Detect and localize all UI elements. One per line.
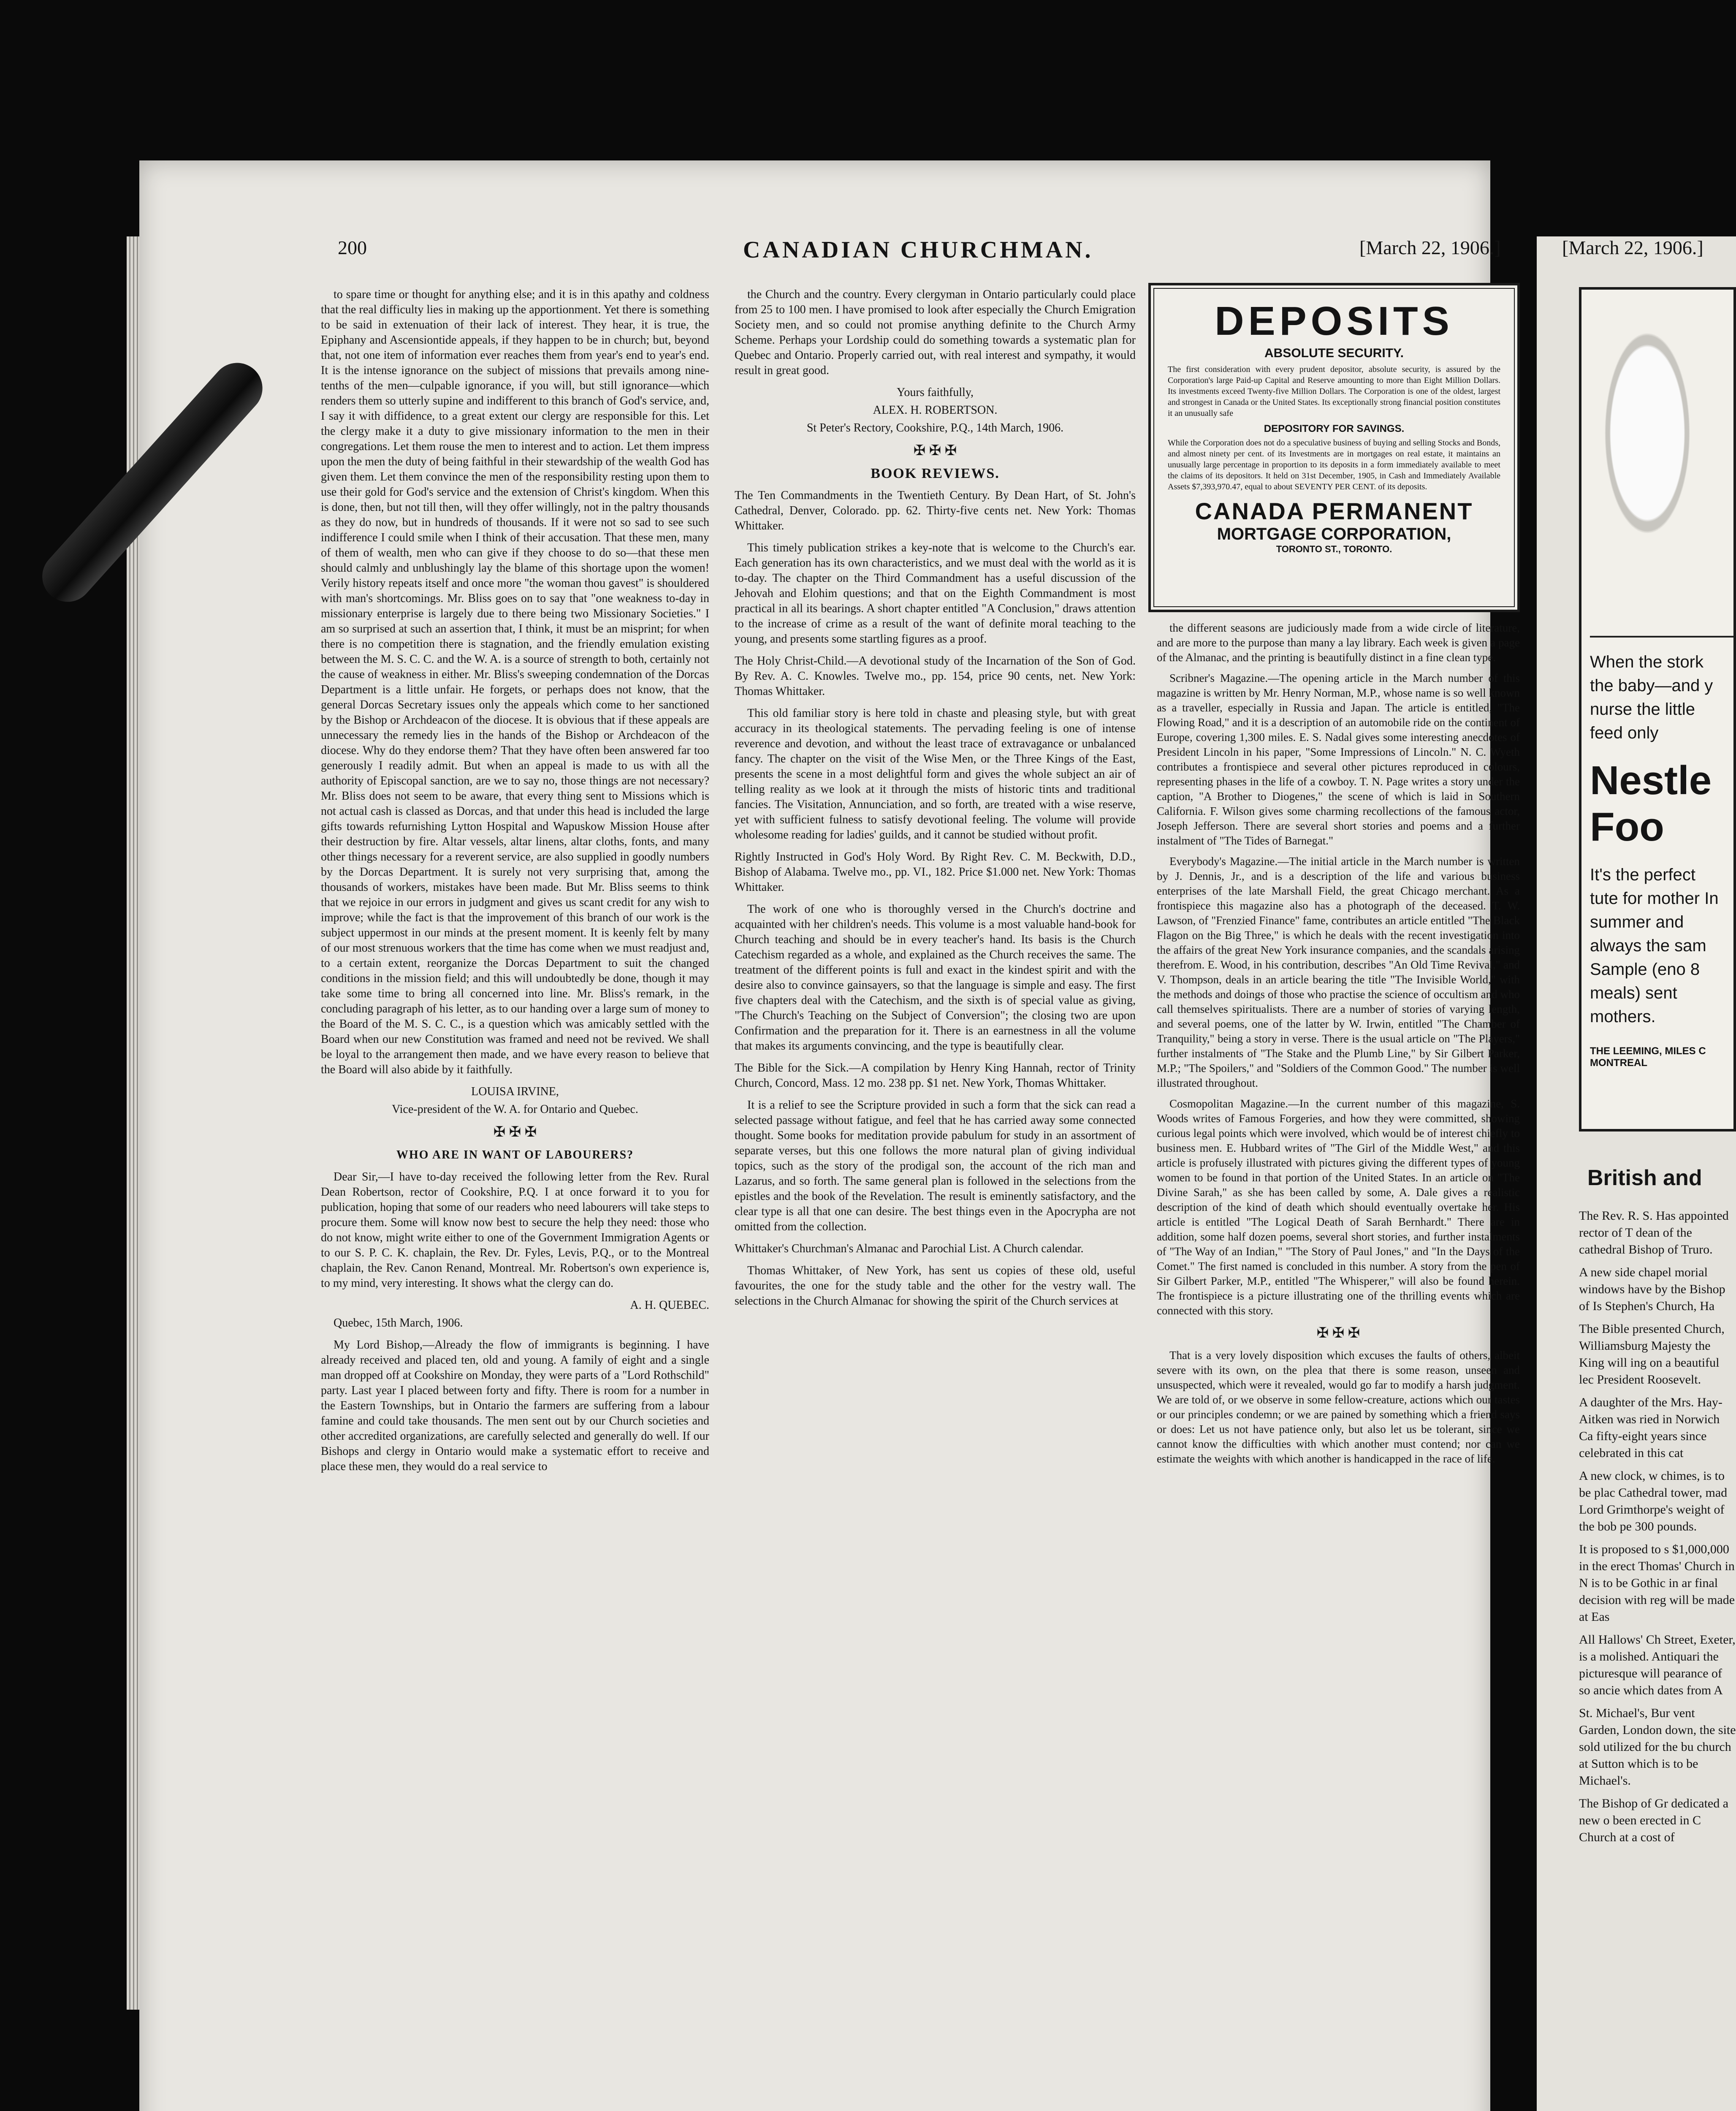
masthead: CANADIAN CHURCHMAN. (743, 237, 1093, 263)
ad-company-name: CANADA PERMANENT (1195, 498, 1473, 524)
closing-paragraph: That is a very lovely disposition which excuses the faults of others, albeit severe with its own, on the plea that there is some reason, unseen and unsuspected, which were it revealed, would go far to modify a harsh judgment. We are told of, or we observe in some fellow-creature, actions which our tastes or our principles condemn; or we are pained by something which a friend says or does: Let us not have patience only, but also let us be tolerant, since we cannot know the difficulties with which another must contend; nor can we estimate the weights with which another is handicapped in the race of life. (1157, 1349, 1520, 1465)
section-divider: ✠ ✠ ✠ (1316, 1325, 1360, 1341)
letter-continuation: the Church and the country. Every clergyman in Ontario particularly could place from 25 to 100 men. I have promised to look after especially the Church Emigration Society men, and so could not promise anything definite to the Church Army Scheme. Perhaps your Lordship could do something towards a systematic plan for Quebec and Ontario. Properly carried out, with real interest and sympathy, it would result in great good. (735, 288, 1136, 377)
book-reviews-heading: BOOK REVIEWS. (871, 466, 1000, 481)
letter-signature-title: Vice-president of the W. A. for Ontario and Quebec. (392, 1103, 638, 1116)
ad-subheading: DEPOSITORY FOR SAVINGS. (1264, 423, 1405, 434)
quebec-date: Quebec, 15th March, 1906. (334, 1316, 463, 1330)
news-item: A daughter of the Mrs. Hay-Aitken was ried in Norwich Ca fifty-eight years since celebrated in this cat (1579, 1395, 1722, 1460)
review-heading: The Bible for the Sick.—A compilation by Henry King Hannah, rector of Trinity Church, Concord, Mass. 12 mo. 238 pp. $1 net. New York, Thomas Whittaker. (735, 1061, 1136, 1090)
news-item: St. Michael's, Bur vent Garden, London down, the site sold utilized for the bu church at Sutton which is to be Michael's. (1579, 1706, 1736, 1788)
review-heading: Whittaker's Churchman's Almanac and Parochial List. A Church calendar. (735, 1242, 1084, 1255)
stork-baby-illustration (1590, 298, 1733, 638)
labourers-signature: A. H. QUEBEC. (630, 1299, 709, 1312)
left-column (321, 287, 709, 1481)
facing-issue-date: [March 22, 1906.] (1562, 237, 1703, 258)
facing-page-column (1579, 1207, 1736, 1852)
news-item: The Rev. R. S. Has appointed rector of T dean of the cathedral Bishop of Truro. (1579, 1209, 1729, 1256)
review-body: It is a relief to see the Scripture provided in such a form that the sick can read a selected passage without fatigue, and feel that he has carried away some connected thought. Some books for meditation provide pabulum for study in an assortment of separate verses, but this one follows the more natural plan of giving individual topics, such as the story of the prodigal son, the account of the rich man and Lazarus, and so forth. The same general plan is followed in the selections from the epistles and the book of the Revelation. The result is eminently satisfactory, and the clear type is all that one can desire. The best things even in the Apocrypha are not omitted from the collection. (735, 1099, 1136, 1233)
review-heading: Rightly Instructed in God's Holy Word. By Right Rev. C. M. Beckwith, D.D., Bishop of Alabama. Twelve mo., pp. VI., 182. Price $1.000 net. New York: Thomas Whittaker. (735, 850, 1136, 894)
review-paragraph: Everybody's Magazine.—The initial article in the March number is written by J. Dennis, Jr., and is a description of the life and various business enterprises of the late Marshall Field, the great Chicago merchant. As a frontispiece this magazine also has a photograph of the deceased. T. W. Lawson, of "Frenzied Finance" fame, contributes an article entitled "The Black Flagon on the Big Three," is which he deals with the recent investigation into the affairs of the great New York insurance companies, and the scandals arising therefrom. E. Wood, in his contribution, describes "An Old Time Revival," and V. Thompson, deals in an article bearing the title "The Invisible World," with the methods and doings of those who practise the science of occultism and who call themselves spiritualists. There are a number of stories of varying length, and several poems, one of the latter by W. Irwin, entitled "The Chamber of Tranquility," being a story in verse. There is the usual article on "The Players," further instalments of "The Stake and the Plumb Line," by Sir Gilbert Parker, M.P.; "The Spoilers," and "Soldiers of the Common Good." The number is well illustrated throughout. (1157, 855, 1520, 1089)
ad-text: The first consideration with every prudent depositor, absolute security, is assured by the Corporation's large Paid-up Capital and Reserve amounting to more than Eight Million Dollars. Its investments exceed Twenty-five Million Dollars. The Corporation is one of the oldest, largest and strongest in Canada or the United States. Its exceptionally strong financial position constitutes it an unusually safe (1168, 365, 1500, 418)
bishop-letter-paragraph: My Lord Bishop,—Already the flow of immigrants is beginning. I have already received and placed ten, old and young. A family of eight and a single man dropped off at Cookshire on Monday, they were parts of a "Lord Rothschild" party. Last year I placed between forty and fifty. There is room for a number in the Eastern Townships, but in Ontario the farmers are suffering from a labour famine and could take thousands. The men sent out by our Church societies and other accredited organizations, are carefully selected and generally do well. If our Bishops and clergy in Ontario would make a systematic effort to receive and place these men, they would do a real service to (321, 1338, 709, 1473)
review-body: This timely publication strikes a key-note that is welcome to the Church's ear. Each generation has its own characteristics, and we must deal with the world as it is to-day. The chapter on the Third Commandment has a useful discussion of the Jehovah and Elohim questions; and that on the Eighth Commandment is most practical in all its bearings. A short chapter entitled "A Conclusion," draws attention to the increase of crime as a result of the want of definite moral teaching to the young, and presents some startling figures as a proof. (735, 541, 1136, 646)
nestle-brand: Nestle Foo (1590, 758, 1712, 849)
page-number: 200 (338, 237, 367, 258)
review-paragraph: the different seasons are judiciously made from a wide circle of literature, and are more to the purpose than many a lay library. Each week is given a page of the Almanac, and the printing is beautifully distinct in a fine clean type. (1157, 621, 1520, 664)
review-body: The work of one who is thoroughly versed in the Church's doctrine and acquainted with her children's needs. This volume is a most valuable hand-book for Church teaching and should be in every teacher's hand. Its basis is the Church Catechism regarded as a whole, and explained as the Church receives the same. The treatment of the different points is full and exact in the kindest spirit and with the desire also to convince gainsayers, so that the language is simple and easy. The first five chapters deal with the Catechism, and the sixth is of special value as giving, "The Church's Teaching on the Subject of Conversion"; the closing two are upon Confirmation and the preparation for it. There is an earnestness in all the volume that makes its arguments convincing, and the type is beautifully clear. (735, 903, 1136, 1053)
section-divider: ✠ ✠ ✠ (913, 443, 957, 459)
deposits-advertisement (1148, 283, 1520, 612)
nestle-advertisement (1579, 287, 1736, 1131)
news-item: All Hallows' Ch Street, Exeter, is a molished. Antiquari the picturesque will pearance of so ancie which dates from A (1579, 1633, 1736, 1697)
review-paragraph: Cosmopolitan Magazine.—In the current number of this magazine, S. Woods writes of Famous Forgeries, and how they were committed, showing curious legal points which were involved, which would be of interest chiefly to business men. E. Hubbard writes of "The Girl of the Middle West," and this article is profusely illustrated with pictures giving the different types of young women to be found in that portion of the United States. In an article on "The Divine Sarah," as she has been called by some, A. Dale gives a realistic description of the kind of death which should eventually overtake her. His article is entitled "The Logical Death of Sarah Bernhardt." There are in addition, some half dozen poems, several short stories, and further instalments of "The Way of an Indian," "The Story of Paul Jones," and "In the Days of the Comet." The first named is concluded in this number. A story from the pen of Sir Gilbert Parker, M.P., entitled "The Whisperer," will also be found herein. The frontispiece is a picture illustrating one of the thrilling events which are connected with this story. (1157, 1097, 1520, 1317)
news-item: The Bible presented Church, Williamsburg Majesty the King will ing on a beautiful lec President Roosevelt. (1579, 1322, 1725, 1387)
review-body: This old familiar story is here told in chaste and pleasing style, but with great accuracy in its theological statements. The pervading feeling is one of intense reverence and devotion, and without the least trace of extravagance or unbalanced fancy. The chapter on the visit of the Wise Men, or the Three Kings of the East, presents the scene in a most delightful form and gives the whole subject an air of telling reality as we look at it through the mists of historic tints and traditional fancies. The Visitation, Annunciation, and so forth, are treated with a wise reserve, yet with sufficient fulness to satisfy devotional feeling. The volume will provide wholesome reading for ladies' guilds, and it cannot be studied without profit. (735, 707, 1136, 841)
labourers-paragraph: Dear Sir,—I have to-day received the following letter from the Rev. Rural Dean Robertson, rector of Cookshire, P.Q. I at once forward it to you for publication, hoping that some of our readers who need labourers will take steps to procure them. Some will know now best to secure the help they need: those who do not know, might write either to one of the Government Immigration Agents or to our S. P. C. K. chaplain, the Rev. Dr. Fyles, Levis, P.Q., or to the Montreal chaplain, the Rev. Canon Renand, Montreal. Mr. Robertson's own experience is, to my mind, very interesting. It shows what the clergy can do. (321, 1170, 709, 1290)
nestle-copy: It's the perfect tute for mother In summer and always the sam Sample (eno 8 meals) sent mothers. (1590, 866, 1719, 1026)
review-heading: The Holy Christ-Child.—A devotional study of the Incarnation of the Son of God. By Rev. A. C. Knowles. Twelve mo., pp. 154, price 90 cents, net. New York: Thomas Whittaker. (735, 654, 1136, 698)
ad-title: DEPOSITS (1215, 298, 1454, 344)
letter-signature: LOUISA IRVINE, (471, 1085, 559, 1098)
news-item: A new side chapel morial windows have by the Bishop of Is Stephen's Church, Ha (1579, 1265, 1725, 1313)
news-item: The Bishop of Gr dedicated a new o been erected in C Church at a cost of (1579, 1796, 1729, 1844)
ad-address: TORONTO ST., TORONTO. (1276, 544, 1392, 554)
ad-text: While the Corporation does not do a speculative business of buying and selling Stocks and Bonds, and almost ninety per cent. of its Investments are in mortgages on real estate, it maintains an unusually large percentage in proportion to its deposits in a form immediately available to meet the claims of its depositors. It held on 31st December, 1905, in Cash and Immediately Available Assets $7,393,970.47, equal to about SEVENTY PER CENT. of its deposits. (1168, 438, 1500, 491)
section-divider: ✠ ✠ ✠ (493, 1124, 537, 1140)
middle-column (735, 287, 1136, 1316)
review-heading: The Ten Commandments in the Twentieth Century. By Dean Hart, of St. John's Cathedral, Denver, Colorado. pp. 62. Thirty-five cents net. New York: Thomas Whittaker. (735, 489, 1136, 532)
ad-company-name-2: MORTGAGE CORPORATION, (1217, 525, 1451, 543)
right-column (1157, 621, 1520, 1472)
issue-date: [March 22, 1906.] (1359, 237, 1501, 258)
nestle-lead-text: When the stork the baby—and y nurse the little feed only (1590, 653, 1713, 742)
letter-paragraph: to spare time or thought for anything else; and it is in this apathy and coldness that the real difficulty lies in making up the apportionment. Yet there is something to be said in extenuation of their lack of interest. They hear, it is true, the Epiphany and Ascensiontide appeals, if they happen to be in church; but, beyond that, not one item of information ever reaches them from year's end to year's end. It is the intense ignorance on the subject of missions that prevails among nine-tenths of the men—culpable ignorance, if you will, but still ignorance—which renders them so utterly supine and indifferent to this branch of God's service, and, I say it with diffidence, to a great extent our clergy are responsible for this. Let the clergy make it a duty to give missionary information to the men in their congregations. Let them rouse the men to interest and to action. Let them impress upon the men the duty of being faithful in their stewardship of the wealth God has given them. Let them convince the men of the responsibility resting upon them to use their gold for God's service and the extension of Christ's kingdom. When this is done, then, but not till then, will they offer willingly, not in the paltry thousands as they do now, but in hundreds of thousands. If it were not so sad to see such indifference I could smile when I think of their accusation. That these men, many of them of wealth, men who can give if they choose to do so—that these men should calmly and unblushingly lay the blame of this shortage upon the women! Verily history repeats itself and once more "the woman thou gavest" is shouldered with man's shortcomings. Mr. Bliss goes on to say that "one weakness to-day in missionary enterprise is largely due to there being two Missionary Societies." I am so surprised at such an assertion that, I think, it must be an misprint; for when there is no competition there is stagnation, and the friendly emulation existing between the M. S. C. C. and the W. A. is a source of strength to both, certainly not the cause of weakness in either. Mr. Bliss's sweeping condemnation of the Dorcas Department is a little unfair. He forgets, or perhaps does not know, that the general Dorcas Secretary issues only the appeals which come to her sanctioned by the Bishop or Archdeacon of the diocese. It is obvious that if these appeals are unnecessary the remedy lies in the hands of the Bishop or Archdeacon of the diocese. Why do they endorse them? That they have often been answered far too generously I readily admit. But when an appeal is made to us with all the authority of Episcopal sanction, are we to say no, those things are not necessary? Mr. Bliss does not seem to be aware, that every thing sent to Missions which is not actual cash is classed as Dorcas, and that under this head is included the large gifts towards refurnishing Lytton Hospital and Wapuskow Mission House after their destruction by fire. Altar vessels, altar linens, altar cloths, fonts, and many other things necessary for a reverent service, are also supplied in goodly numbers by the Dorcas Department. It is surely not very surprising that, among the thousands of workers, mistakes have been made. But Mr. Bliss seems to think that we rejoice in our errors in judgment and gives us scant credit for any wish to improve; while the fact is that the improvement of this branch of our work is the subject uppermost in our minds at the present moment. It is keenly felt by many of our most strenuous workers that the time has come when we must readjust and, to a certain extent, reorganize the Dorcas Department to suit the changed conditions in the mission field; and this will undoubtedly be done, though it may take some time to bring all concerned into line. Mr. Bliss's remark, in the concluding paragraph of his letter, as to our handing over a large sum of money to the Board of the M. S. C. C., is a question which was amicably settled with the Board when our new Constitution was framed and need not be revived. We shall be loyal to the arrangement then made, and we have every reason to believe that the Board will also abide by it faithfully. (321, 288, 709, 1076)
labourers-heading: WHO ARE IN WANT OF LABOURERS? (396, 1148, 634, 1161)
news-item: It is proposed to s $1,000,000 in the erect Thomas' Church in N is to be Gothic in ar final decision with reg will be made at Eas (1579, 1542, 1735, 1624)
robertson-place-date: St Peter's Rectory, Cookshire, P.Q., 14th March, 1906. (806, 421, 1064, 434)
ad-subtitle: ABSOLUTE SECURITY. (1264, 346, 1404, 360)
review-body: Thomas Whittaker, of New York, has sent us copies of these old, useful favourites, the one for the study table and the other for the vestry wall. The selections in the Church Almanac for showing the spirit of the Church services at (735, 1264, 1136, 1308)
review-paragraph: Scribner's Magazine.—The opening article in the March number of this magazine is written by Mr. Henry Norman, M.P., whose name is so well known as a traveller, especially in Russia and Japan. The article is entitled, "The Flowing Road," and it is a description of an automobile ride on the continent of Europe, covering 1,300 miles. E. S. Nadal gives some interesting anecdotes of President Lincoln in his paper, "Some Impressions of Lincoln." N. C. Wyeth contributes a frontispiece and several other pictures reproduced in colours, representing phases in the life of a cowboy. T. N. Page writes a story under the caption, "A Brother to Diogenes," the scene of which is laid in Southern California. F. Wilson gives some charming recollections of the famous actor, Joseph Jefferson. There are several short stories and poems and a further instalment of "The Tides of Barnegat." (1157, 672, 1520, 847)
nestle-footer: THE LEEMING, MILES C MONTREAL (1590, 1045, 1706, 1069)
letter-closing: Yours faithfully, (896, 386, 974, 399)
robertson-signature: ALEX. H. ROBERTSON. (873, 404, 998, 417)
news-item: A new clock, w chimes, is to be plac Cathedral tower, mad Lord Grimthorpe's weight of the bob pe 300 pounds. (1579, 1469, 1728, 1533)
facing-page-heading: British and (1587, 1166, 1702, 1190)
